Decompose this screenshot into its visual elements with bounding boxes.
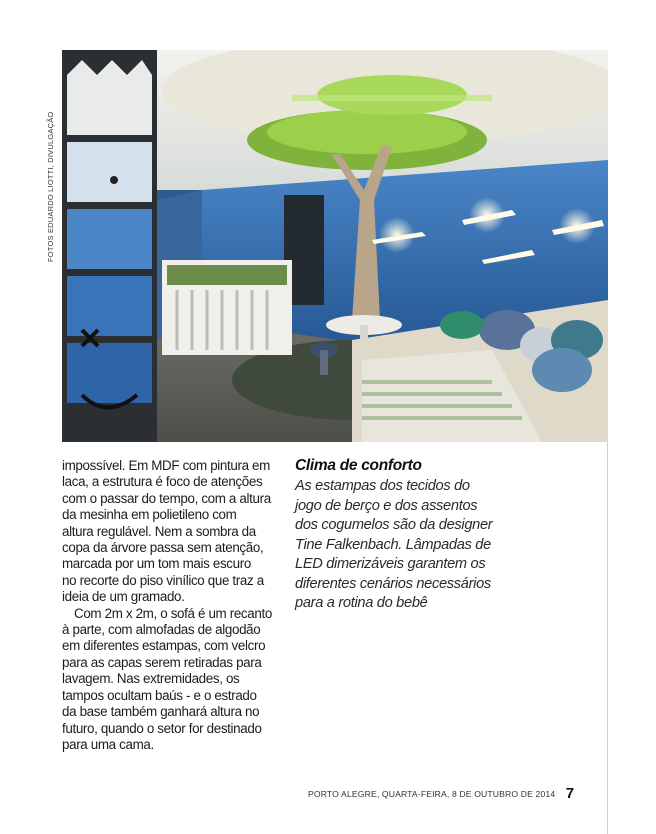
caption-line: diferentes cenários necessários bbox=[295, 575, 491, 592]
body-line: da base também ganhará altura no bbox=[62, 704, 260, 720]
body-line: lavagem. Nas extremidades, os bbox=[62, 671, 240, 687]
body-line: com o passar do tempo, com a altura bbox=[62, 490, 271, 506]
body-line: Com 2m x 2m, o sofá é um recanto bbox=[74, 605, 272, 621]
photo-caption bbox=[295, 457, 535, 614]
body-line: altura regulável. Nem a sombra da bbox=[62, 523, 256, 539]
nursery-photo bbox=[62, 50, 608, 442]
column-divider bbox=[607, 442, 608, 834]
page-number: 7 bbox=[565, 785, 575, 803]
caption-line: dos cogumelos são da designer bbox=[295, 517, 493, 533]
body-line: no recorte do piso vinílico que traz a bbox=[62, 572, 264, 588]
footer-dateline: PORTO ALEGRE, QUARTA-FEIRA, 8 DE OUTUBRO DE 2014 bbox=[308, 788, 556, 799]
photo-credit-text: FOTOS EDUARDO LIOTTI, DIVULGAÇÃO bbox=[46, 111, 55, 262]
body-line: laca, a estrutura é foco de atenções bbox=[62, 474, 263, 490]
caption-line: jogo de berço e dos assentos bbox=[295, 497, 478, 514]
body-line: para as capas serem retiradas para bbox=[62, 654, 262, 670]
body-line: para uma cama. bbox=[62, 736, 154, 752]
article-body bbox=[62, 458, 288, 753]
caption-line: Tine Falkenbach. Lâmpadas de bbox=[295, 536, 491, 553]
caption-line: As estampas dos tecidos do bbox=[295, 478, 470, 494]
body-line: impossível. Em MDF com pintura em bbox=[62, 458, 270, 473]
body-line: ideia de um gramado. bbox=[62, 589, 185, 605]
page-footer bbox=[308, 785, 574, 805]
body-line: futuro, quando o setor for destinado bbox=[62, 720, 262, 736]
caption-text bbox=[295, 477, 535, 614]
body-line: em diferentes estampas, com velcro bbox=[62, 638, 266, 654]
caption-title: Clima de conforto bbox=[295, 457, 422, 474]
body-line: marcada por um tom mais escuro bbox=[62, 556, 251, 572]
body-line: tampos ocultam baús - e o estrado bbox=[62, 687, 257, 703]
caption-line: LED dimerizáveis garantem os bbox=[295, 556, 486, 572]
body-line: à parte, com almofadas de algodão bbox=[62, 622, 261, 638]
body-line: copa da árvore passa sem atenção, bbox=[62, 540, 264, 556]
body-line: da mesinha em polietileno com bbox=[62, 507, 237, 523]
caption-line: para a rotina do bebê bbox=[295, 595, 428, 611]
